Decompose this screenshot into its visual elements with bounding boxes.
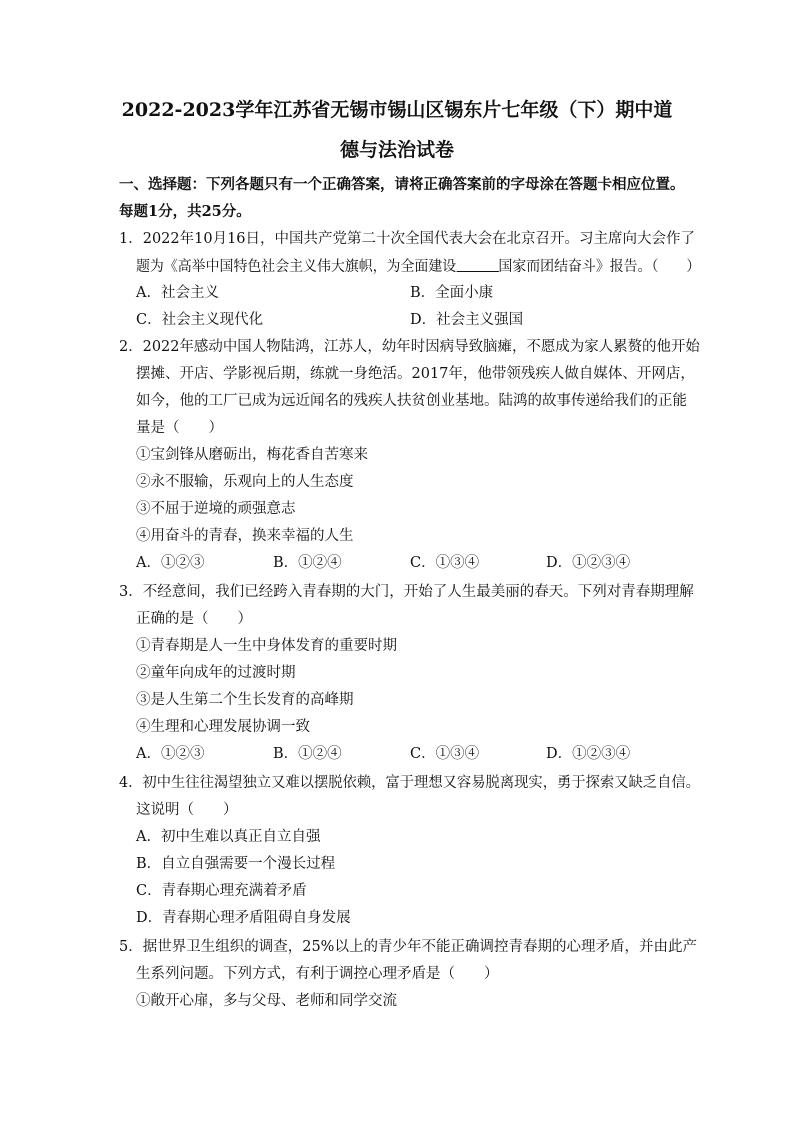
q4-option-c: C．青春期心理充满着矛盾 — [136, 883, 307, 899]
q2-option-d: D．①②③④ — [546, 555, 631, 571]
exam-title-line1: 2022-2023学年江苏省无锡市锡山区锡东片七年级（下）期中道 — [121, 99, 673, 121]
q3-statement-1: ①青春期是人一生中身体发育的重要时期 — [136, 638, 397, 654]
q1-stem-part1: 题为《高举中国特色社会主义伟大旗帜，为全面建设 — [136, 259, 457, 275]
q2-stem-line2: 摆摊、开店、学影视后期，练就一身绝活。2017年，他带领残疾人做自媒体、开网店， — [136, 366, 695, 382]
q3-option-d: D．①②③④ — [546, 746, 631, 762]
q1-option-c: C．社会主义现代化 — [136, 312, 264, 328]
exam-title-line2: 德与法治试卷 — [339, 139, 454, 161]
q3-option-b: B．①②④ — [273, 746, 342, 762]
q3-stem-line2: 正确的是（ ） — [136, 611, 252, 627]
q2-option-b: B．①②④ — [273, 555, 342, 571]
q4-option-d: D．青春期心理矛盾阻碍自身发展 — [136, 910, 351, 926]
q2-option-a: A．①②③ — [136, 555, 205, 571]
q3-stem-line1: 3．不经意间，我们已经跨入青春期的大门，开始了人生最美丽的春天。下列对青春期理解 — [119, 584, 694, 600]
q2-statement-2: ②永不服输，乐观向上的人生态度 — [136, 474, 354, 490]
q5-statement-1: ①敞开心扉，多与父母、老师和同学交流 — [136, 993, 397, 1009]
q2-stem-line1: 2．2022年感动中国人物陆鸿，江苏人，幼年时因病导致脑瘫，不愿成为家人累赘的他开始 — [119, 339, 700, 355]
q1-option-b: B．全面小康 — [410, 285, 494, 301]
section-heading: 一、选择题：下列各题只有一个正确答案，请将正确答案前的字母涂在答题卡相应位置。 — [119, 176, 685, 193]
q2-statement-1: ①宝剑锋从磨砺出，梅花香自苦寒来 — [136, 447, 368, 463]
q1-answer-blank — [456, 257, 498, 272]
q3-statement-4: ④生理和心理发展协调一致 — [136, 719, 310, 735]
q4-stem-line1: 4．初中生往往渴望独立又难以摆脱依赖，富于理想又容易脱离现实，勇于探索又缺乏自信。 — [119, 775, 700, 791]
q1-option-d: D．社会主义强国 — [410, 312, 524, 328]
q2-stem-line3: 如今，他的工厂已成为远近闻名的残疾人扶贫创业基地。陆鸿的故事传递给我们的正能 — [136, 393, 687, 409]
q5-stem-line1: 5．据世界卫生组织的调查，25%以上的青少年不能正确调控青春期的心理矛盾，并由此产 — [119, 939, 697, 955]
q4-option-b: B．自立自强需要一个漫长过程 — [136, 856, 336, 872]
q2-statement-3: ③不屈于逆境的顽强意志 — [136, 501, 296, 517]
q5-stem-line2: 生系列问题。下列方式，有利于调控心理矛盾是（ ） — [136, 966, 499, 982]
q1-option-a: A．社会主义 — [136, 285, 219, 301]
q3-statement-2: ②童年向成年的过渡时期 — [136, 665, 296, 681]
q3-option-a: A．①②③ — [136, 746, 205, 762]
q1-stem-line2 — [136, 257, 700, 276]
section-heading-score: 每题1分，共25分。 — [119, 203, 251, 220]
q2-option-c: C．①③④ — [410, 555, 480, 571]
q4-stem-line2: 这说明（ ） — [136, 802, 238, 818]
q2-statement-4: ④用奋斗的青春，换来幸福的人生 — [136, 528, 354, 544]
q1-stem-part2: 国家而团结奋斗》报告。（ ） — [498, 259, 701, 275]
q4-option-a: A．初中生难以真正自立自强 — [136, 829, 321, 845]
q2-stem-line4: 量是（ ） — [136, 420, 223, 436]
q3-option-c: C．①③④ — [410, 746, 480, 762]
q3-statement-3: ③是人生第二个生长发育的高峰期 — [136, 692, 354, 708]
q1-stem-line1: 1．2022年10月16日，中国共产党第二十次全国代表大会在北京召开。习主席向大会作了 — [119, 231, 696, 247]
